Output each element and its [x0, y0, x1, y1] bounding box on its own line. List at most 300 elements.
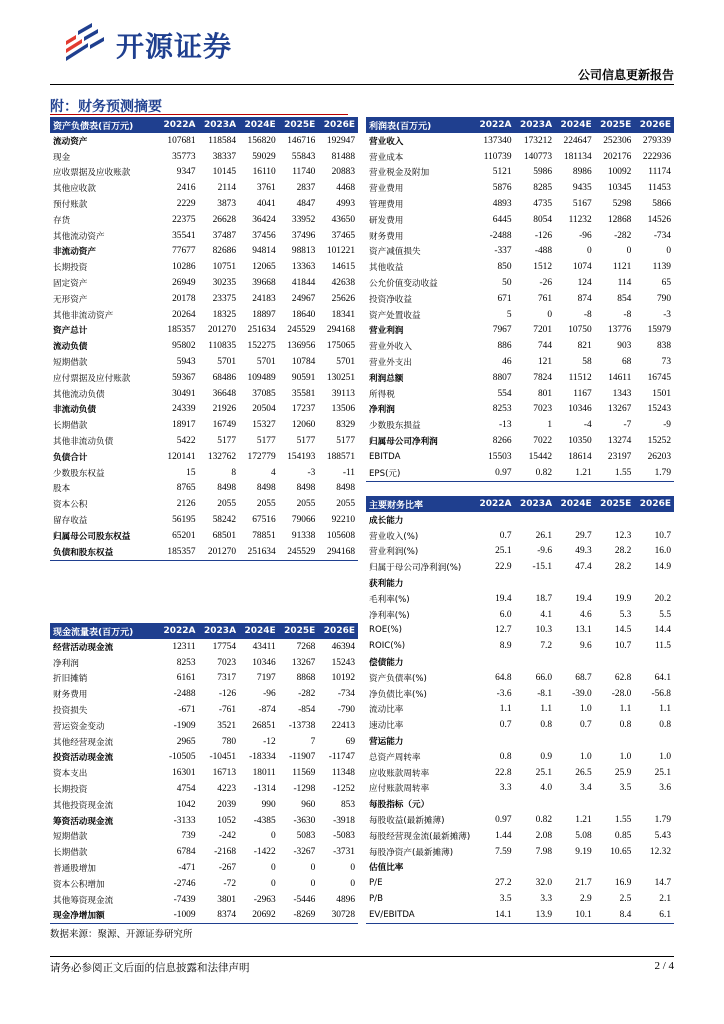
row-label: 其他非流动资产 — [53, 310, 114, 321]
row-label: 财务费用 — [369, 231, 404, 242]
year-header: 2022A — [158, 623, 199, 639]
cell-value: 21926 — [212, 404, 237, 415]
cell-value: 19.4 — [495, 593, 512, 604]
row-label: 营业外收入 — [369, 342, 412, 353]
year-header: 2024E — [555, 496, 595, 512]
cell-value: 1.55 — [614, 815, 632, 826]
footer-disclaimer: 请务必参阅正文后面的信息披露和法律声明 — [50, 962, 250, 974]
row-label: 其他投资现金流 — [53, 800, 114, 811]
cell-value: 28.2 — [614, 562, 632, 573]
cell-value: 294168 — [318, 544, 358, 560]
cell-value: 3.3 — [499, 783, 512, 794]
cell-value: 1.1 — [619, 704, 632, 715]
cell-value: 18.7 — [535, 593, 553, 604]
table-row — [366, 765, 674, 781]
cell-value: 0.8 — [499, 751, 512, 762]
row-label: 财务费用 — [53, 690, 88, 701]
row-label: 偿债能力 — [369, 658, 404, 669]
cell-value: 7.98 — [535, 846, 553, 857]
cell-value: 1.79 — [654, 815, 671, 826]
cell-value: 140773 — [523, 151, 553, 162]
cell-value: -3731 — [333, 847, 355, 858]
cell-value: 12060 — [291, 420, 316, 431]
cell-value: 110739 — [483, 151, 512, 162]
cell-value: 990 — [261, 799, 276, 810]
cell-value: 22.8 — [495, 767, 512, 778]
cell-value: 15442 — [528, 451, 553, 462]
cell-value: 136956 — [287, 341, 316, 352]
table-row — [50, 797, 358, 813]
cell-value — [474, 733, 515, 749]
cell-value: 92210 — [331, 515, 355, 526]
cell-value: -8269 — [279, 908, 319, 924]
cell-value: 10750 — [568, 325, 592, 336]
cell-value: 5.43 — [654, 830, 671, 841]
cell-value: 121 — [537, 357, 553, 368]
cell-value: 853 — [340, 799, 355, 810]
row-label: 应收账款周转率 — [369, 768, 430, 779]
row-label: 短期借款 — [53, 358, 88, 369]
cell-value: 2416 — [176, 183, 196, 194]
table-row — [50, 655, 358, 671]
row-label: 资产总计 — [53, 326, 88, 337]
cell-value: 8498 — [256, 483, 276, 494]
table-header-row — [50, 623, 358, 639]
table-header-row — [50, 117, 358, 133]
table-row — [50, 465, 358, 481]
cell-value: 224647 — [563, 135, 592, 146]
table-row — [50, 433, 358, 449]
cell-value: 101221 — [326, 246, 355, 257]
cell-value: 56195 — [172, 515, 196, 526]
cell-value: 7 — [310, 736, 316, 747]
cell-value: 43650 — [331, 214, 355, 225]
row-label: EV/EBITDA — [366, 907, 474, 923]
table-row — [50, 750, 358, 766]
cell-value: 16.9 — [614, 878, 632, 889]
cell-value: 62.8 — [614, 672, 632, 683]
cell-value: 10350 — [568, 436, 592, 447]
row-label: 营业外支出 — [369, 358, 412, 369]
cell-value: 82686 — [212, 246, 237, 257]
row-label: 长期投资 — [53, 263, 88, 274]
cell-value: 25.9 — [614, 767, 632, 778]
table-title: 利润表(百万元) — [366, 117, 474, 133]
table-row — [366, 291, 674, 307]
cell-value: 185357 — [158, 544, 199, 560]
row-label: 流动资产 — [53, 136, 88, 147]
cell-value: 25.1 — [495, 546, 512, 557]
cell-value: 11174 — [648, 167, 671, 178]
cell-value: -3630 — [293, 815, 316, 826]
cell-value: -734 — [653, 230, 671, 241]
cell-value: 26.1 — [535, 530, 553, 541]
cell-value: 4.6 — [579, 609, 592, 620]
cell-value: 8868 — [296, 673, 316, 684]
cell-value: 780 — [221, 736, 237, 747]
cell-value: 850 — [497, 262, 512, 273]
cell-value: -11 — [342, 467, 355, 478]
cell-value: 18325 — [212, 309, 237, 320]
cell-value: 0 — [270, 831, 276, 842]
cell-value: -1298 — [293, 784, 316, 795]
cell-value: 2039 — [217, 799, 237, 810]
cell-value: 739 — [181, 831, 196, 842]
cell-value: 16749 — [212, 420, 237, 431]
row-label: 少数股东损益 — [369, 421, 421, 432]
cell-value: 1.21 — [575, 815, 592, 826]
cell-value: -10505 — [168, 752, 196, 763]
cell-value: -488 — [534, 246, 553, 257]
table-row — [50, 291, 358, 307]
table-row — [366, 828, 674, 844]
table-row — [366, 623, 674, 639]
cell-value: 2055 — [296, 499, 316, 510]
cell-value: 14.9 — [654, 562, 671, 573]
cell-value: 18640 — [291, 309, 316, 320]
row-label: 所得税 — [369, 389, 395, 400]
cell-value: 1121 — [612, 262, 632, 273]
cell-value: -96 — [579, 230, 592, 241]
cell-value: 47.4 — [575, 562, 592, 573]
cell-value: 37456 — [252, 230, 276, 241]
cell-value: 12.3 — [614, 530, 632, 541]
cell-value: 1512 — [533, 262, 553, 273]
balance-sheet-table — [50, 117, 358, 561]
table-row — [366, 844, 674, 860]
cell-value: 3.5 — [619, 783, 632, 794]
cell-value: 1343 — [612, 388, 632, 399]
cell-value: 252306 — [603, 135, 632, 146]
cell-value: 1.21 — [555, 465, 595, 481]
cell-value: -39.0 — [572, 688, 592, 699]
cell-value: 46394 — [331, 641, 355, 652]
row-label: 每股收益(最新摊薄) — [369, 816, 445, 827]
cell-value: -126 — [218, 689, 237, 700]
cell-value: 0.7 — [499, 530, 512, 541]
cell-value: -2488 — [489, 230, 512, 241]
row-label: 速动比率 — [369, 721, 404, 732]
cell-value: 38337 — [212, 151, 237, 162]
cell-value: 202176 — [603, 151, 632, 162]
cell-value: 294168 — [326, 325, 355, 336]
table-row — [366, 686, 674, 702]
cell-value: -761 — [218, 705, 237, 716]
cell-value: 1052 — [217, 815, 237, 826]
table-row — [50, 639, 358, 655]
cell-value: 37465 — [331, 230, 355, 241]
row-label: 研发费用 — [369, 215, 404, 226]
cell-value: 77677 — [172, 246, 196, 257]
cell-value: 130251 — [326, 372, 355, 383]
table-row — [50, 386, 358, 402]
cell-value: 11.5 — [654, 641, 671, 652]
cell-value — [555, 733, 595, 749]
table-row — [366, 544, 674, 560]
cell-value: 5422 — [176, 436, 196, 447]
cell-value: 5167 — [572, 199, 592, 210]
cell-value: 26628 — [212, 214, 237, 225]
cell-value: -734 — [337, 689, 355, 700]
cell-value: 5701 — [217, 357, 237, 368]
cell-value: 22375 — [172, 214, 196, 225]
row-label: 每股经营现金流(最新摊薄) — [369, 831, 471, 842]
cell-value — [515, 860, 556, 876]
cell-value: -3918 — [333, 815, 355, 826]
cell-value: 20178 — [172, 293, 196, 304]
cell-value: 15252 — [647, 436, 671, 447]
cell-value: 8807 — [492, 372, 512, 383]
cell-value: -9.6 — [537, 546, 553, 557]
cell-value: 114 — [617, 278, 632, 289]
cell-value — [515, 796, 556, 812]
page-number: 2 / 4 — [654, 960, 674, 972]
table-row — [50, 244, 358, 260]
cell-value: 65201 — [172, 530, 196, 541]
cell-value: 185357 — [167, 325, 196, 336]
cell-value: 146716 — [287, 135, 316, 146]
cell-value: 7.2 — [540, 641, 553, 652]
cell-value: -3267 — [293, 847, 316, 858]
cell-value: 854 — [617, 293, 632, 304]
year-header: 2023A — [515, 117, 556, 133]
table-row — [50, 259, 358, 275]
cell-value: 5 — [506, 309, 512, 320]
cell-value: 10346 — [568, 404, 592, 415]
table-row — [50, 323, 358, 339]
cell-value — [555, 860, 595, 876]
cell-value: 18917 — [172, 420, 196, 431]
cell-value: 245529 — [279, 544, 319, 560]
cell-value: 821 — [577, 341, 592, 352]
cell-value: 790 — [656, 293, 671, 304]
cell-value: 0.82 — [515, 465, 556, 481]
cell-value: 9.6 — [579, 641, 592, 652]
table-row — [50, 829, 358, 845]
table-row — [50, 813, 358, 829]
row-label: 现金 — [53, 152, 71, 163]
cell-value: 5701 — [336, 357, 355, 368]
cell-value: 36648 — [212, 388, 237, 399]
cell-value: 0.8 — [619, 720, 632, 731]
cell-value: 10145 — [212, 167, 237, 178]
cell-value: 118584 — [208, 135, 237, 146]
row-label: 应付票据及应付账款 — [53, 373, 131, 384]
table-row — [366, 717, 674, 733]
row-label: 营业利润(%) — [369, 547, 419, 558]
cell-value: 11740 — [292, 167, 316, 178]
cell-value: -11747 — [328, 752, 355, 763]
cell-value: 35541 — [172, 230, 196, 241]
cell-value — [634, 796, 674, 812]
cell-value: 5083 — [296, 831, 316, 842]
cell-value: -7439 — [173, 894, 196, 905]
cell-value: 11232 — [568, 214, 592, 225]
cell-value: 8329 — [336, 420, 355, 431]
table-row — [366, 670, 674, 686]
cell-value: 67516 — [252, 515, 276, 526]
table-header-row — [366, 117, 674, 133]
table-row — [50, 544, 358, 560]
row-label: 负债和股东权益 — [50, 544, 158, 560]
row-label: 营业利润 — [369, 326, 404, 337]
table-row — [366, 607, 674, 623]
cell-value: 1.44 — [495, 830, 512, 841]
cell-value: 8498 — [336, 483, 355, 494]
table-row — [50, 781, 358, 797]
cell-value: 59029 — [252, 151, 276, 162]
cell-value — [595, 796, 635, 812]
cell-value: 5298 — [612, 199, 632, 210]
cell-value: 58 — [582, 357, 592, 368]
logo-text: 开源证券 — [116, 30, 233, 63]
cell-value: -15.1 — [532, 562, 553, 573]
row-label: 营业费用 — [369, 184, 404, 195]
table-row — [50, 702, 358, 718]
cell-value: -9 — [663, 420, 671, 431]
cell-value: 59367 — [172, 372, 196, 383]
row-label: 留存收益 — [53, 516, 88, 527]
table-row — [50, 671, 358, 687]
row-label: 净负债比率(%) — [369, 689, 427, 700]
cell-value: 78851 — [252, 530, 276, 541]
cell-value: -1422 — [253, 847, 276, 858]
cell-value: 18341 — [331, 309, 355, 320]
cell-value: 8253 — [176, 657, 196, 668]
cell-value — [474, 512, 515, 528]
cell-value: 3521 — [217, 720, 237, 731]
cell-value: 8986 — [572, 167, 592, 178]
cell-value: -2488 — [173, 689, 196, 700]
row-label: 资本公积增加 — [53, 879, 105, 890]
table-row — [366, 654, 674, 670]
cell-value: 1.0 — [659, 751, 671, 762]
cell-value: 671 — [497, 293, 512, 304]
cell-value: 12.32 — [649, 846, 671, 857]
cell-value: 1139 — [652, 262, 671, 273]
cell-value: 15243 — [647, 404, 671, 415]
cell-value: 0 — [586, 246, 592, 257]
row-label: 营运资金变动 — [53, 721, 105, 732]
cell-value: 2229 — [176, 199, 196, 210]
cell-value: 27.2 — [495, 878, 512, 889]
table-row — [50, 449, 358, 465]
table-row — [366, 465, 674, 481]
row-label: 投资净收益 — [369, 294, 412, 305]
cell-value: 11569 — [292, 768, 316, 779]
cell-value: 66.0 — [535, 672, 553, 683]
table-row — [366, 891, 674, 907]
cell-value: 49.3 — [575, 546, 592, 557]
cell-value: 13363 — [291, 262, 316, 273]
table-row — [366, 149, 674, 165]
row-label: 普通股增加 — [53, 864, 96, 875]
cell-value: 94814 — [252, 246, 276, 257]
cell-value: 37085 — [252, 388, 276, 399]
cell-value: 175065 — [326, 341, 355, 352]
cell-value: -1252 — [333, 784, 355, 795]
cell-value: 10.7 — [614, 641, 632, 652]
cell-value: -282 — [614, 230, 632, 241]
row-label: 其他流动资产 — [53, 231, 105, 242]
cell-value: 68501 — [212, 530, 237, 541]
cell-value: 4735 — [533, 199, 553, 210]
cell-value: 10751 — [212, 262, 237, 273]
row-label: 归属母公司股东权益 — [53, 531, 131, 542]
cell-value: 25.1 — [535, 767, 553, 778]
section-title-underline — [50, 114, 348, 115]
cell-value: -13 — [499, 420, 512, 431]
cell-value: 79066 — [291, 515, 316, 526]
cell-value: 1074 — [572, 262, 592, 273]
table-row — [50, 892, 358, 908]
cell-value: 81488 — [331, 151, 355, 162]
table-row — [50, 481, 358, 497]
year-header: 2025E — [595, 496, 635, 512]
row-label: 其他流动负债 — [53, 389, 105, 400]
cell-value: 64.8 — [495, 672, 512, 683]
cell-value: 2837 — [296, 183, 316, 194]
cell-value: 13267 — [291, 657, 316, 668]
cell-value: 1.1 — [659, 704, 671, 715]
cell-value: 201270 — [207, 325, 237, 336]
cell-value: 13.9 — [515, 907, 556, 923]
row-label: 长期借款 — [53, 421, 88, 432]
cell-value: 0.9 — [540, 751, 553, 762]
cell-value: 6784 — [176, 847, 196, 858]
cell-value: 2.1 — [659, 894, 671, 905]
row-label: 负债合计 — [53, 452, 88, 463]
cell-value: 1.0 — [579, 704, 592, 715]
cell-value: 13776 — [607, 325, 632, 336]
table-row — [366, 702, 674, 718]
table-title: 主要财务比率 — [366, 496, 474, 512]
cell-value: 0.8 — [540, 720, 553, 731]
row-label: 净利润 — [53, 658, 79, 669]
cell-value: 5.3 — [619, 609, 632, 620]
cell-value: 90591 — [291, 372, 316, 383]
cell-value: 201270 — [199, 544, 240, 560]
row-label: 长期投资 — [53, 785, 88, 796]
cell-value: 9.19 — [575, 846, 592, 857]
cell-value: 26.5 — [575, 767, 592, 778]
table-header-row — [366, 496, 674, 512]
year-header: 2025E — [595, 117, 635, 133]
row-label: 归属于母公司净利润(%) — [369, 563, 462, 574]
cell-value: 8.4 — [595, 907, 635, 923]
cell-value — [555, 796, 595, 812]
cell-value: 2.5 — [619, 894, 632, 905]
year-header: 2025E — [279, 117, 319, 133]
cell-value: 19.4 — [575, 593, 592, 604]
row-label: 预付账款 — [53, 200, 88, 211]
cell-value: 2.08 — [535, 830, 553, 841]
cell-value: 37496 — [291, 230, 316, 241]
row-label: 少数股东权益 — [53, 468, 105, 479]
cell-value: 4993 — [336, 199, 355, 210]
cell-value: 5943 — [176, 357, 196, 368]
cell-value — [474, 575, 515, 591]
year-header: 2022A — [474, 117, 515, 133]
row-label: 归属母公司净利润 — [369, 437, 438, 448]
cell-value: -2168 — [214, 847, 237, 858]
cell-value: 0 — [350, 878, 355, 889]
cell-value: 16.0 — [654, 546, 671, 557]
cell-value — [634, 654, 674, 670]
cell-value: 0.97 — [495, 815, 512, 826]
table-row — [50, 908, 358, 924]
cell-value — [634, 575, 674, 591]
